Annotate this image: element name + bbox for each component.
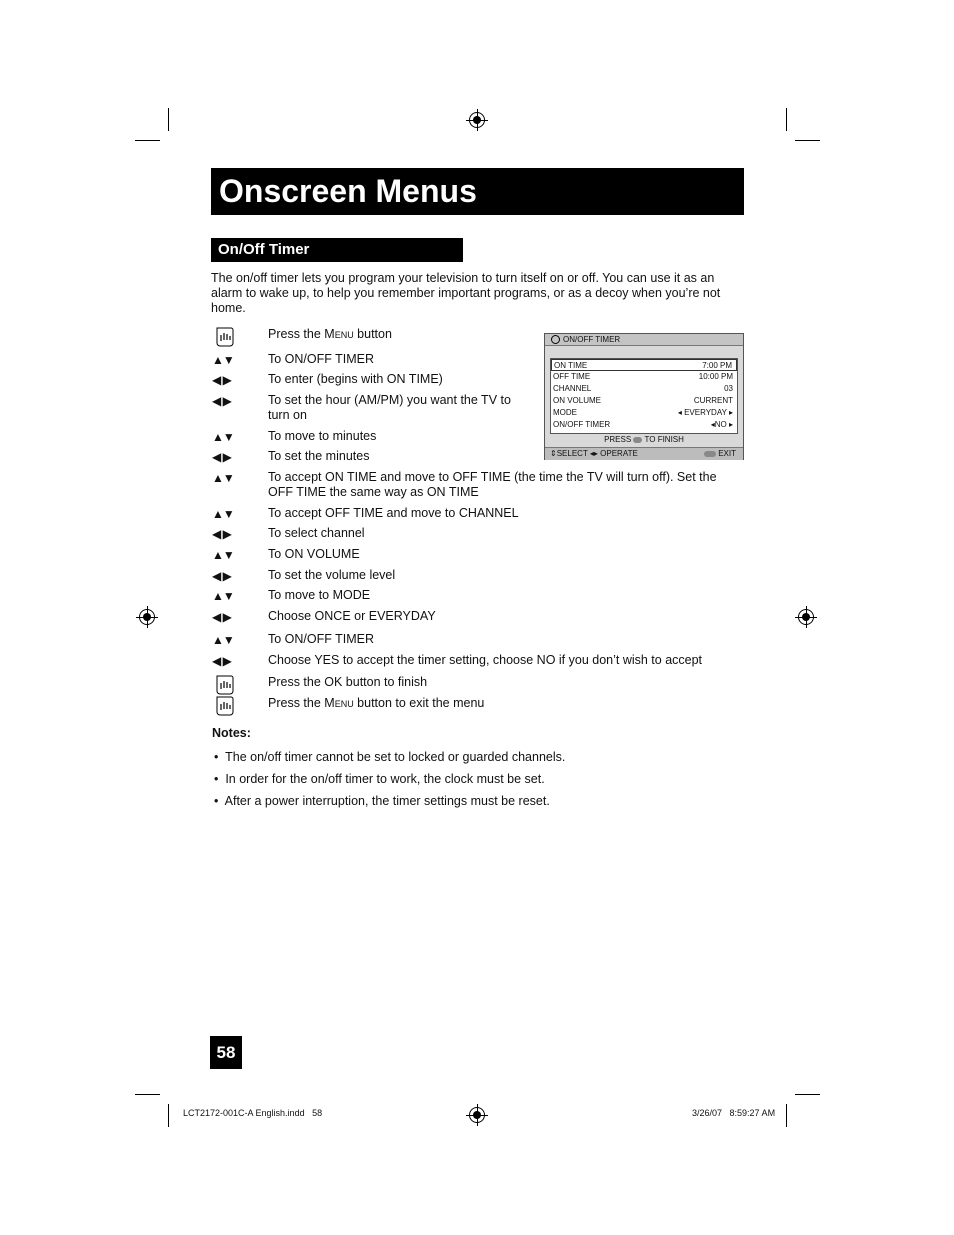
- left-right-arrows-icon: ◀ ▶: [212, 610, 231, 624]
- crop-mark: [795, 1094, 820, 1095]
- step-text: To enter (begins with ON TIME): [268, 372, 443, 386]
- step-text: To move to MODE: [268, 588, 371, 602]
- menu-list: [550, 358, 738, 434]
- left-right-arrows-icon: ◀ ▶: [212, 394, 231, 408]
- left-right-arrows-icon: ◀ ▶: [212, 569, 231, 583]
- up-down-arrows-icon: ▲▼: [212, 430, 234, 444]
- left-right-arrows-icon: ◀ ▶: [212, 450, 231, 464]
- step-text: Choose YES to accept the timer setting, choose NO if you don’t wish to accept: [268, 653, 703, 667]
- crop-mark: [786, 108, 787, 131]
- note-item: • The on/off timer cannot be set to locked or guarded channels.: [214, 750, 566, 764]
- crop-mark: [135, 1094, 160, 1095]
- menu-row: ON TIME 7:00 PM: [551, 359, 737, 371]
- registration-mark-icon: [139, 609, 155, 625]
- step-text: Press the Menu button: [268, 327, 392, 341]
- menu-header: [545, 334, 743, 346]
- up-down-arrows-icon: ▲▼: [212, 548, 234, 562]
- crop-mark: [168, 108, 169, 131]
- menu-row: CHANNEL 03: [553, 384, 733, 393]
- registration-mark-icon: [469, 112, 485, 128]
- left-right-arrows-icon: ◀ ▶: [212, 373, 231, 387]
- step-text: Choose ONCE or EVERYDAY: [268, 609, 436, 623]
- step-text: To set the volume level: [268, 568, 396, 582]
- registration-mark-icon: [798, 609, 814, 625]
- menu-row: ON VOLUME CURRENT: [553, 396, 733, 405]
- up-down-arrows-icon: ▲▼: [212, 507, 234, 521]
- remote-button-icon: [213, 673, 235, 695]
- remote-button-icon: [213, 694, 235, 716]
- page-number: 58: [210, 1036, 242, 1069]
- intro-paragraph: The on/off timer lets you program your television to turn itself on or off. You can use it as an alarm to wake up, to help you remember important programs, or as a decoy when you’re not home.: [211, 271, 721, 315]
- notes-heading: Notes:: [212, 726, 251, 740]
- footer-file: LCT2172-001C-A English.indd 58: [183, 1108, 323, 1118]
- registration-mark-icon: [469, 1107, 485, 1123]
- left-right-arrows-icon: ◀ ▶: [212, 654, 231, 668]
- page-title: Onscreen Menus: [211, 168, 744, 215]
- left-right-arrows-icon: ◀ ▶: [212, 527, 231, 541]
- step-text: Press the OK button to finish: [268, 675, 428, 689]
- clock-icon: [551, 335, 560, 344]
- footer-date: 3/26/07 8:59:27 AM: [692, 1108, 776, 1118]
- section-title: On/Off Timer: [211, 238, 463, 262]
- menu-button-icon: [704, 451, 716, 457]
- note-item: • In order for the on/off timer to work, the clock must be set.: [214, 772, 545, 786]
- step-text: To ON/OFF TIMER: [268, 632, 375, 646]
- menu-press-hint: PRESS TO FINISH: [604, 435, 684, 444]
- step-text: To ON/OFF TIMER: [268, 352, 375, 366]
- note-item: • After a power interruption, the timer settings must be reset.: [214, 794, 550, 808]
- crop-mark: [135, 140, 160, 141]
- step-text: To move to minutes: [268, 429, 377, 443]
- step-text: To set the minutes: [268, 449, 370, 463]
- menu-row: MODE ◂ EVERYDAY ▸: [553, 408, 733, 417]
- menu-row: OFF TIME 10:00 PM: [553, 372, 733, 381]
- remote-button-icon: [213, 325, 235, 347]
- up-down-arrows-icon: ▲▼: [212, 633, 234, 647]
- onscreen-menu-illustration: [544, 333, 744, 460]
- step-text: To set the hour (AM/PM) you want the TV to turn on: [268, 393, 511, 422]
- menu-row: ON/OFF TIMER ◂NO ▸: [553, 420, 733, 429]
- step-text: To select channel: [268, 526, 365, 540]
- crop-mark: [168, 1104, 169, 1127]
- up-down-arrows-icon: ▲▼: [212, 589, 234, 603]
- menu-title: ON/OFF TIMER: [563, 335, 621, 344]
- step-text: Press the Menu button to exit the menu: [268, 696, 485, 710]
- menu-footer: ⇕SELECT ◂▸ OPERATE EXIT: [545, 447, 743, 460]
- step-text: To accept OFF TIME and move to CHANNEL: [268, 506, 519, 520]
- ok-button-icon: [633, 437, 642, 443]
- step-text: To ON VOLUME: [268, 547, 360, 561]
- step-text: To accept ON TIME and move to OFF TIME (the time the TV will turn off). Set the OFF TIME the same way as ON TIME: [268, 470, 717, 499]
- crop-mark: [795, 140, 820, 141]
- crop-mark: [786, 1104, 787, 1127]
- up-down-arrows-icon: ▲▼: [212, 353, 234, 367]
- up-down-arrows-icon: ▲▼: [212, 471, 234, 485]
